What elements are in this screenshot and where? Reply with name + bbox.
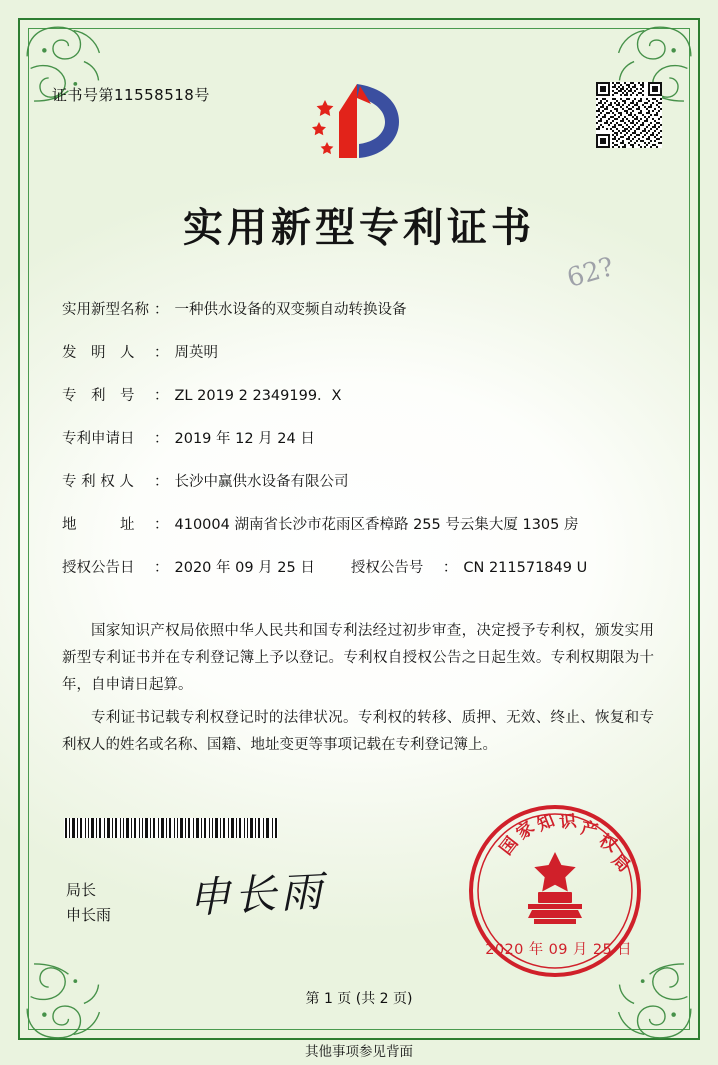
- field-row-address: [62, 513, 662, 534]
- field-colon: ：: [154, 431, 169, 447]
- field-label-address: 地 址: [62, 517, 135, 533]
- barcode-icon: [64, 818, 278, 838]
- field-colon: ：: [154, 560, 169, 576]
- field-row-utility-model-name: [62, 298, 662, 319]
- field-colon: ：: [154, 345, 169, 361]
- director-name-label: 申长雨: [66, 906, 112, 924]
- handwritten-annotation: 62?: [563, 252, 618, 294]
- field-colon: ：: [154, 388, 169, 404]
- field-colon: ：: [154, 302, 169, 318]
- director-signature: 申长雨: [186, 866, 328, 923]
- qr-code-icon: [596, 82, 662, 148]
- seal-date: 2020 年 09 月 25 日: [485, 942, 632, 958]
- svg-text:权: 权: [595, 830, 621, 857]
- page-number: 第 1 页 (共 2 页): [305, 991, 413, 1007]
- field-label-patent-number: 专 利 号: [62, 388, 135, 404]
- field-value-inventor: 周英明: [174, 345, 218, 361]
- certificate-number: 证书号第11558518号: [52, 86, 210, 104]
- paragraph-2: 专利证书记载专利权登记时的法律状况。专利权的转移、质押、无效、终止、恢复和专利权人的姓名或名称、国籍、地址变更等事项记载在专利登记簿上。: [62, 710, 654, 753]
- paragraph-1: 国家知识产权局依照中华人民共和国专利法经过初步审查，决定授予专利权，颁发实用新型专利证书并在专利登记簿上予以登记。专利权自授权公告之日起生效。专利权期限为十年，自申请日起算。: [62, 623, 654, 693]
- svg-text:国: 国: [496, 833, 523, 860]
- field-label-patentee: 专 利 权 人: [62, 474, 134, 490]
- body-text: [62, 618, 654, 765]
- svg-text:知: 知: [534, 810, 558, 836]
- field-colon: ：: [154, 517, 169, 533]
- field-list: [62, 298, 662, 599]
- svg-text:识: 识: [558, 811, 578, 833]
- field-row-inventor: [62, 341, 662, 362]
- director-title-label: 局长: [66, 881, 97, 899]
- svg-text:产: 产: [578, 818, 600, 842]
- field-row-grant-publication: [62, 556, 662, 577]
- cnipa-logo-icon: [299, 78, 419, 168]
- field-label-grant-number: 授权公告号: [350, 560, 424, 576]
- field-value-grant-number: CN 211571849 U: [463, 560, 588, 576]
- field-label-application-date: 专利申请日: [62, 431, 135, 447]
- backside-note: 其他事项参见背面: [305, 1044, 413, 1060]
- field-row-patentee: [62, 470, 662, 491]
- field-value-address: 410004 湖南省长沙市花雨区香樟路 255 号云集大厦 1305 房: [174, 517, 579, 533]
- field-row-patent-number: [62, 384, 662, 405]
- field-value-patent-number: ZL 2019 2 2349199．X: [174, 388, 342, 404]
- field-label-inventor: 发 明 人: [62, 345, 135, 361]
- signature-labels: [66, 878, 111, 928]
- field-colon: ：: [154, 474, 169, 490]
- field-value-utility-model-name: 一种供水设备的双变频自动转换设备: [174, 302, 407, 318]
- field-value-application-date: 2019 年 12 月 24 日: [174, 431, 315, 447]
- field-label-grant-date: 授权公告日: [62, 560, 135, 576]
- field-value-grant-date: 2020 年 09 月 25 日: [174, 560, 315, 576]
- field-label-utility-model-name: 实用新型名称: [62, 302, 149, 318]
- field-row-application-date: [62, 427, 662, 448]
- page-title: 实用新型专利证书: [183, 205, 535, 251]
- svg-text:局: 局: [607, 850, 634, 877]
- svg-text:家: 家: [512, 817, 539, 844]
- field-colon: ：: [442, 560, 458, 576]
- field-value-patentee: 长沙中赢供水设备有限公司: [174, 474, 349, 490]
